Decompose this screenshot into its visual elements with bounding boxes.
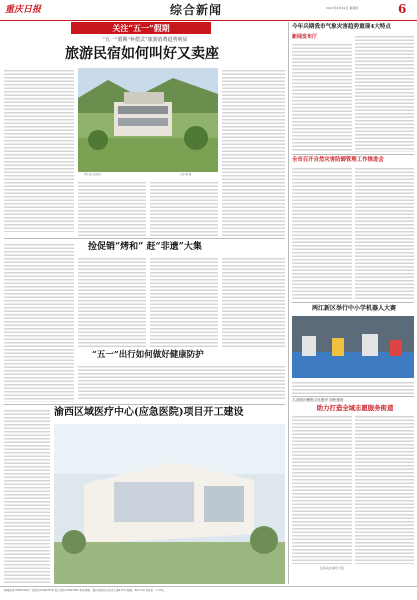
- masthead: [0, 0, 417, 22]
- resort-building-image: [78, 68, 218, 172]
- divider: [4, 404, 285, 405]
- robot-competition-photo: [292, 316, 414, 378]
- story-health-headline: “五一”出行如何做好健康防护: [92, 350, 204, 360]
- feature-photo: [78, 68, 218, 172]
- bottom-headline: 助力打造全域志愿服务街道: [316, 404, 394, 412]
- feature-column-3: [150, 180, 218, 236]
- story-cutoff-body-2: [150, 256, 218, 348]
- masthead-date: 2021年4月29日 星期四: [326, 6, 359, 10]
- right-mid-headline: 全市召开自然灾害防御管理工作推进会: [292, 157, 384, 163]
- robot-contest-image: [292, 316, 414, 378]
- story-cutoff-body-1: [78, 256, 146, 348]
- bottom-kicker: 九龙坡区聚焦文化惠民 加快建设: [292, 398, 344, 402]
- right-mid-body-1: [292, 166, 352, 300]
- right-top-body-2: [355, 34, 414, 152]
- story-hospital-body: [4, 408, 50, 584]
- footer-text: 新闻热线 63907000 广告热线 63907878 发行热线 63907000 本报地址：重庆市渝北区同茂大道416号 邮编：401120 零售价：1.50元: [4, 589, 165, 592]
- story-health-body: [78, 364, 285, 400]
- qr-note: 扫码关注重庆日报: [320, 566, 345, 570]
- feature-kicker: “五一”假期“补偿式”旅游消费趋势明显: [102, 37, 188, 43]
- page-number: 6: [398, 2, 407, 16]
- feature-column-4: [222, 68, 285, 236]
- footer-rule: [0, 586, 417, 587]
- feature-column-2: [78, 180, 146, 236]
- story-cutoff-body-3: [222, 256, 285, 348]
- feature-headline: 旅游民宿如何叫好又卖座: [65, 46, 219, 62]
- divider: [292, 396, 414, 397]
- right-top-body-1: [292, 42, 352, 152]
- feature-byline: 记者 谢 娟: [180, 173, 192, 176]
- divider: [4, 238, 285, 239]
- divider: [292, 154, 414, 155]
- feature-tag: 关注“五一”假期: [71, 22, 211, 34]
- robot-caption: [292, 380, 414, 394]
- story-left-column: [4, 242, 74, 402]
- divider: [292, 302, 414, 303]
- feature-photo-caption: 图片由记者提供: [84, 173, 101, 176]
- feature-column-1: [4, 68, 74, 232]
- column-divider: [288, 22, 289, 584]
- bottom-body-2: [355, 414, 414, 564]
- right-mid-body-2: [355, 166, 414, 300]
- story-hospital-headline: 渝西区域医疗中心(应急医院)项目开工建设: [54, 407, 244, 418]
- hospital-building-image: [54, 424, 285, 584]
- story-cutoff-headline: 捡促销“烤和” 赶“非遗”大集: [88, 242, 202, 252]
- bottom-body-1: [292, 414, 352, 564]
- hospital-rendering: [54, 424, 285, 584]
- section-title: 综合新闻: [170, 3, 223, 17]
- masthead-rule: [0, 20, 417, 21]
- robot-headline: 两江新区举行中小学机器人大赛: [311, 305, 396, 312]
- right-top-headline: 今年兵期我市气象灾害趋势重现4大特点: [292, 24, 391, 30]
- masthead-logo: 重庆日报: [5, 5, 42, 15]
- badge: 新闻发布厅: [292, 34, 318, 40]
